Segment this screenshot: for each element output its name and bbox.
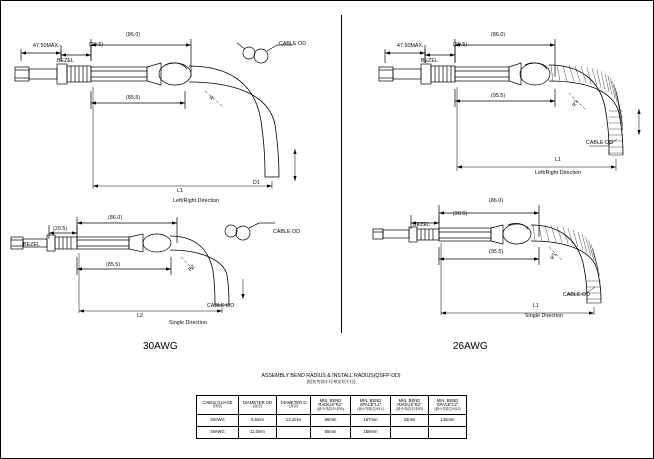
table-header-cell	[239, 396, 277, 415]
table-header-cell	[351, 396, 391, 415]
left-top-label-d1: D1	[253, 180, 260, 186]
bend-radius-table	[196, 395, 467, 439]
right-bottom-label-bezel: BEZEL	[413, 222, 430, 228]
header-en: MIN. BEND SPACE"L2"	[436, 397, 459, 408]
table-row	[197, 427, 467, 439]
table-header-cell	[277, 396, 311, 415]
right-bottom-label-l1: L1	[533, 303, 539, 309]
right-top-label-bezel: BEZEL	[421, 58, 438, 64]
right-top-view-drawing	[371, 31, 651, 181]
right-bottom-dim-bezel-width: (20.5)	[453, 211, 468, 217]
left-top-label-l1: L1	[177, 188, 183, 194]
header-cjk: (直径)	[252, 404, 263, 409]
header-en: MIN. BEND RADIUS"R1"	[318, 397, 343, 408]
left-bottom-dim-inner: (85.5)	[106, 262, 121, 268]
left-section-title: 30AWG	[143, 341, 178, 352]
right-top-label-cable-od: CABLE OD	[586, 140, 614, 146]
table-title-line2: (组装弯曲半径和安装半径)	[306, 379, 356, 384]
right-bottom-dim-overall: (86.0)	[489, 198, 504, 204]
right-bottom-direction-label: Single Direction	[525, 313, 563, 319]
table-header-cell	[429, 396, 467, 415]
left-top-direction-label: Left/Right Direction	[173, 198, 220, 204]
left-bottom-dim-overall: (86.0)	[108, 215, 123, 221]
left-top-dim-47-50max: 47.50MAX.	[33, 43, 60, 49]
table-cell: 167mm	[351, 415, 391, 427]
table-cell: 11.0mm	[239, 427, 277, 439]
right-top-label-radius: R1	[571, 98, 581, 108]
table-header-cell	[391, 396, 429, 415]
table-cell: 26AWG	[197, 427, 239, 439]
table-cell: 6.6mm	[239, 415, 277, 427]
table-header-cell	[197, 396, 239, 415]
table-cell	[429, 427, 467, 439]
right-top-dim-inner: (95.5)	[491, 93, 506, 99]
header-cjk: (直径)	[288, 404, 299, 409]
header-cjk: (最小弯曲半径R2)	[396, 406, 423, 411]
header-en: MIN. BEND SPACE"L1"	[359, 397, 382, 408]
table-cell	[391, 427, 429, 439]
left-bottom-label-radius: R2	[187, 263, 197, 273]
table-cell: 66mm	[311, 415, 351, 427]
left-bottom-direction-label: Single Direction	[169, 320, 207, 326]
left-top-label-radius: R	[208, 94, 216, 102]
right-top-dim-bezel-width: (20.5)	[453, 42, 468, 48]
right-top-direction-label: Left/Right Direction	[535, 170, 582, 176]
left-bottom-label-l2: L2	[137, 313, 143, 319]
right-bottom-label-radius: R1	[549, 251, 559, 261]
table-cell: 55mm	[311, 427, 351, 439]
table-cell: 125mm	[429, 415, 467, 427]
table-cell: 159mm	[351, 427, 391, 439]
header-cjk: (线径)	[212, 404, 223, 409]
header-en: DIAMETER OD	[242, 399, 273, 405]
table-cell: 30AWG	[197, 415, 239, 427]
left-top-label-bezel: BEZEL	[57, 58, 74, 64]
header-en: MIN. BEND RADIUS"R2"	[397, 397, 422, 408]
header-cjk: (最小弯曲空间L1)	[357, 406, 384, 411]
table-row	[197, 415, 467, 427]
table-title	[186, 373, 476, 385]
right-bottom-label-cable-od: CABLE OD	[563, 292, 591, 298]
header-en: CABLE GUAGE	[202, 399, 233, 405]
left-bottom-dim-bezel-width: (20.5)	[53, 226, 68, 232]
table-cell: 33mm	[391, 415, 429, 427]
left-bottom-label-cable-od: CABLE OD	[207, 303, 235, 309]
right-top-dim-overall: (86.0)	[491, 32, 506, 38]
table-cell: 13.2mm	[277, 415, 311, 427]
left-top-dim-overall: (86.0)	[126, 32, 141, 38]
left-top-view-drawing	[9, 31, 329, 201]
left-bottom-label-cable-od-top: CABLE OD	[273, 229, 301, 235]
table-cell	[277, 427, 311, 439]
table-header-cell	[311, 396, 351, 415]
table-header-row	[197, 396, 467, 415]
left-top-dim-inner: (85.5)	[126, 95, 141, 101]
center-divider	[341, 15, 342, 333]
right-top-label-l1: L1	[555, 157, 561, 163]
left-top-dim-bezel-width: (20.5)	[89, 42, 104, 48]
table-title-line1: ASSEMBLY BEND RADIUS & INSTALL RADIUS(QSFP-DD)	[261, 373, 401, 379]
right-section-title: 26AWG	[453, 341, 488, 352]
right-bottom-view-drawing	[371, 197, 651, 327]
right-bottom-dim-inner: (95.5)	[489, 249, 504, 255]
left-top-label-cable-od: CABLE OD	[279, 41, 307, 47]
left-bottom-label-bezel: BEZEL	[23, 242, 40, 248]
right-top-dim-47-50max: 47.50MAX.	[397, 43, 424, 49]
header-cjk: (最小弯曲空间L2)	[434, 406, 461, 411]
header-en: DIAMETER D	[280, 399, 307, 405]
header-cjk: (最小弯曲半径R1)	[317, 406, 344, 411]
